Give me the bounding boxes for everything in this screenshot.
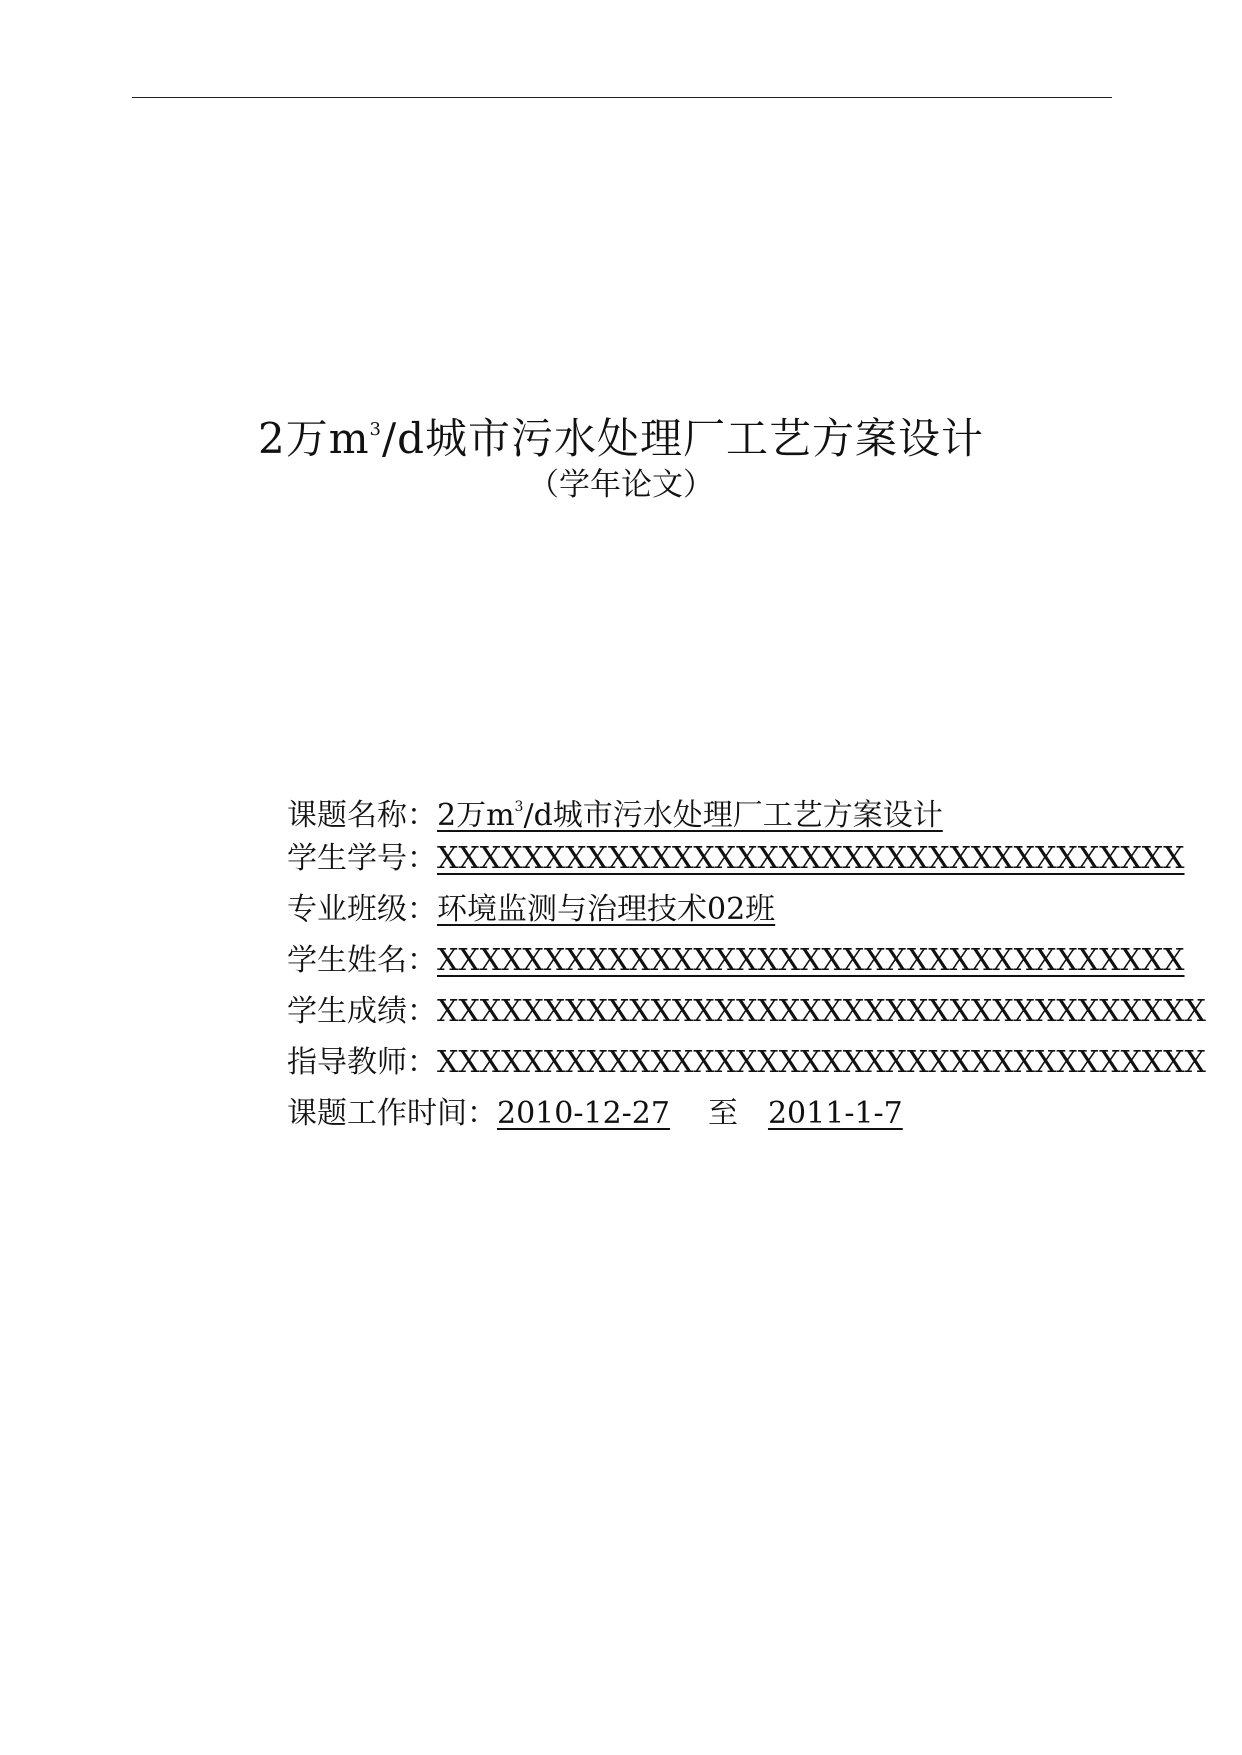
- work-period-end: [738, 1096, 903, 1131]
- student-id-row: [287, 833, 1185, 884]
- advisor-label: 指导教师：: [287, 1045, 437, 1080]
- student-name-value: XXXXXXXXXXXXXXXXXXXXXXXXXXXXXXXXXXX: [437, 943, 1185, 978]
- work-period-start: [497, 1096, 708, 1131]
- work-period-row: [287, 1088, 1087, 1139]
- work-period-label: 课题工作时间：: [287, 1096, 497, 1131]
- topic-suffix: /d城市污水处理厂工艺方案设计: [523, 798, 943, 833]
- grade-label: 学生成绩：: [287, 994, 437, 1029]
- grade-value: XXXXXXXXXXXXXXXXXXXXXXXXXXXXXXXXXXXX: [437, 994, 1206, 1029]
- period-gap-1: [670, 1088, 708, 1139]
- grade-row: [287, 986, 1206, 1037]
- document-title: [0, 400, 1242, 469]
- period-to: 至: [707, 1096, 738, 1131]
- title-suffix: /d城市污水处理厂工艺方案设计: [381, 414, 985, 463]
- student-id-label: 学生学号：: [287, 841, 437, 876]
- student-id-value: XXXXXXXXXXXXXXXXXXXXXXXXXXXXXXXXXXX: [437, 841, 1185, 876]
- period-start-date: 2010-12-27: [497, 1096, 670, 1131]
- topic-prefix: 2万m: [437, 798, 515, 833]
- topic-superscript: 3: [514, 799, 524, 815]
- major-class-value: 环境监测与治理技术02班: [437, 892, 776, 927]
- period-gap-2: [738, 1088, 768, 1139]
- student-name-row: [287, 935, 1185, 986]
- topic-label: 课题名称：: [287, 798, 437, 833]
- major-class-row: [287, 884, 1087, 935]
- major-class-label: 专业班级：: [287, 892, 437, 927]
- header-rule: [132, 97, 1112, 98]
- topic-value: [437, 798, 943, 833]
- info-block: [287, 782, 1206, 1139]
- student-name-label: 学生姓名：: [287, 943, 437, 978]
- document-subtitle: （学年论文）: [528, 467, 714, 503]
- title-superscript: 3: [369, 419, 382, 440]
- period-end-date: 2011-1-7: [767, 1096, 903, 1131]
- advisor-value: XXXXXXXXXXXXXXXXXXXXXXXXXXXXXXXXXXXX: [437, 1045, 1206, 1080]
- title-prefix: 2万m: [257, 414, 370, 463]
- topic-row: [287, 782, 1087, 833]
- advisor-row: [287, 1037, 1206, 1088]
